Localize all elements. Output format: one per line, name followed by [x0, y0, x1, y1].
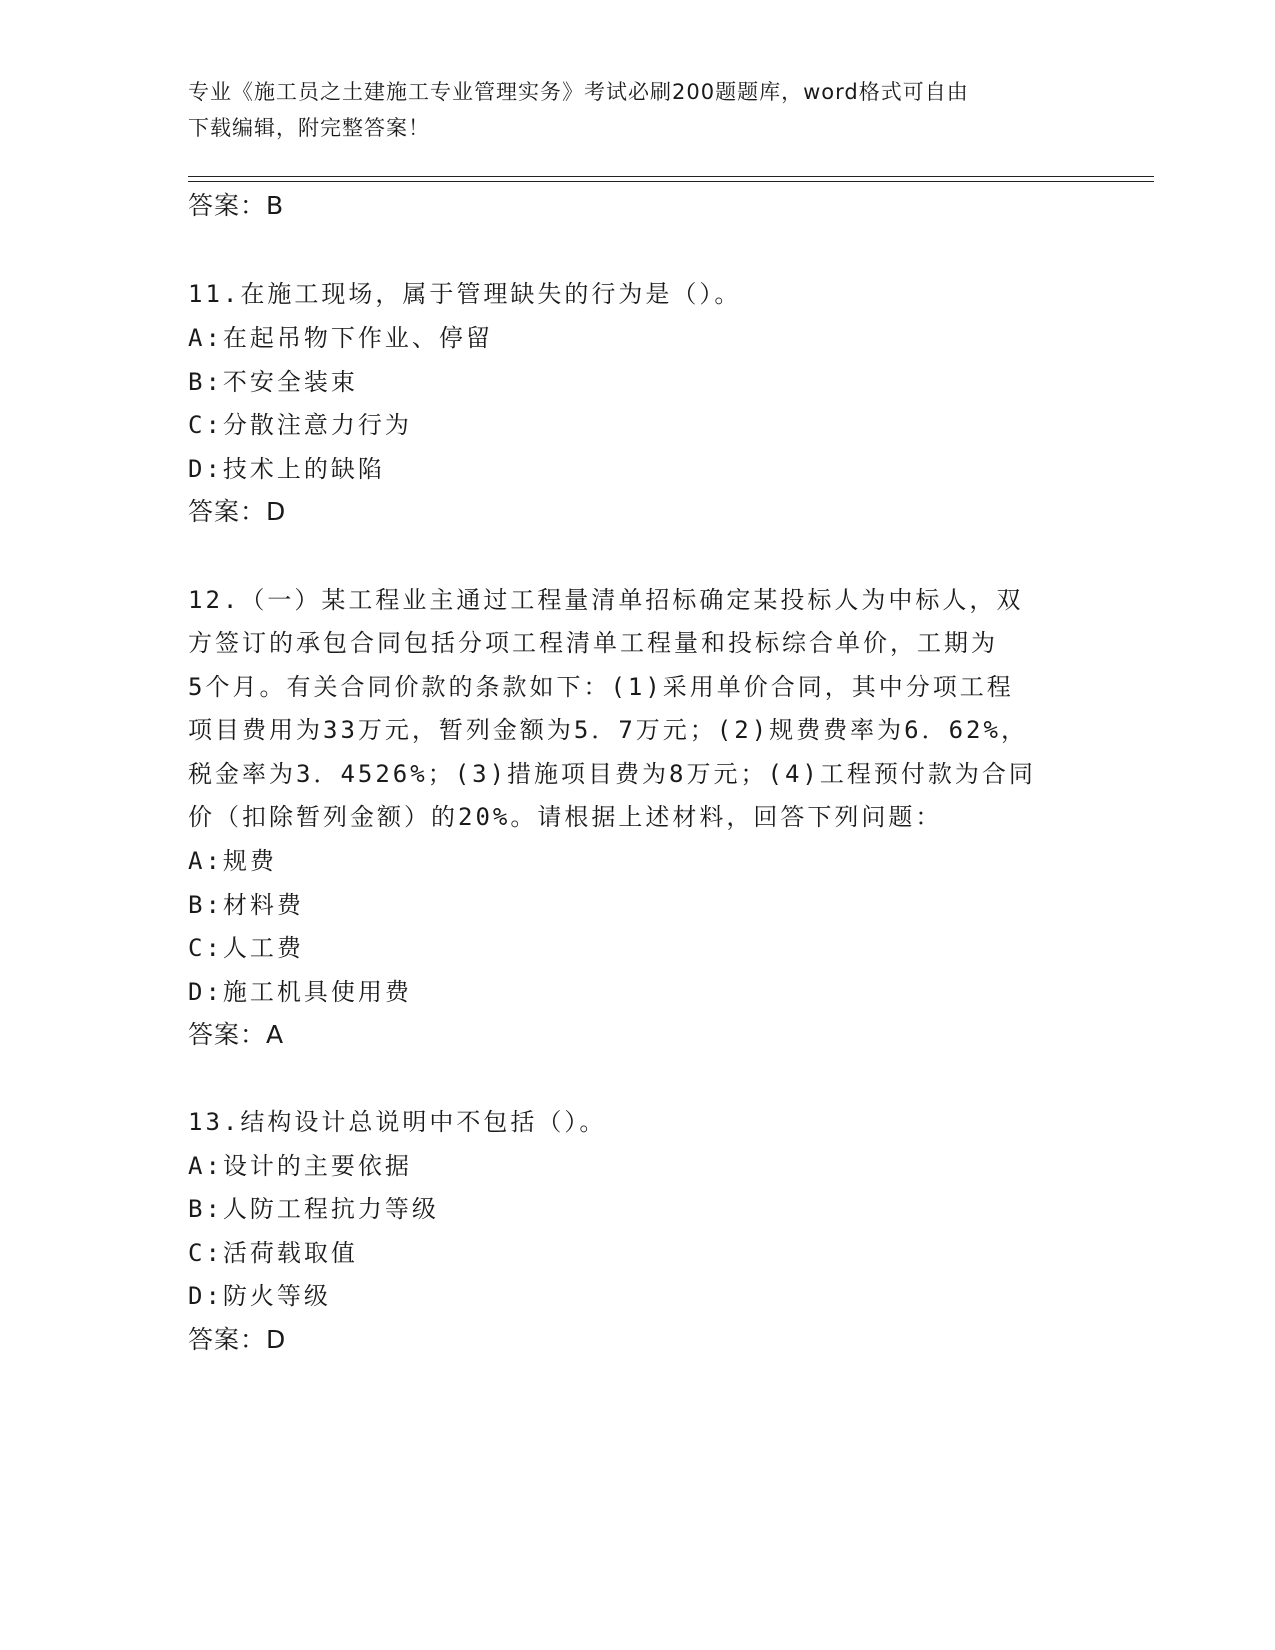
header-rule-top — [188, 176, 1154, 177]
option-c: C:人工费 — [188, 934, 304, 962]
option-d: D:技术上的缺陷 — [188, 455, 385, 483]
option-a: A:规费 — [188, 847, 277, 875]
answer-line: 答案：D — [188, 497, 287, 526]
answer-line: 答案：B — [188, 191, 285, 220]
document-header — [188, 74, 1068, 146]
question-stem-line: 12.（一）某工程业主通过工程量清单招标确定某投标人为中标人，双 — [188, 586, 1024, 614]
question-stem-line: 税金率为3．4526%；(3)措施项目费为8万元；(4)工程预付款为合同 — [188, 760, 1036, 788]
option-a: A:设计的主要依据 — [188, 1152, 412, 1180]
option-b: B:不安全装束 — [188, 368, 358, 396]
option-c: C:活荷载取值 — [188, 1239, 358, 1267]
question-stem-line: 5个月。有关合同价款的条款如下：(1)采用单价合同，其中分项工程 — [188, 673, 1014, 701]
answer-line: 答案：A — [188, 1020, 285, 1049]
question-stem-line: 方签订的承包合同包括分项工程清单工程量和投标综合单价，工期为 — [188, 629, 998, 657]
question-stem-line: 13.结构设计总说明中不包括（）。 — [188, 1108, 607, 1136]
header-rule-bottom — [188, 181, 1154, 182]
header-line-2: 下载编辑，附完整答案！ — [188, 116, 430, 140]
option-b: B:材料费 — [188, 891, 304, 919]
question-stem-line: 11.在施工现场，属于管理缺失的行为是（）。 — [188, 280, 742, 308]
question-stem-line: 价（扣除暂列金额）的20%。请根据上述材料，回答下列问题： — [188, 803, 943, 831]
option-d: D:防火等级 — [188, 1282, 331, 1310]
option-b: B:人防工程抗力等级 — [188, 1195, 439, 1223]
option-a: A:在起吊物下作业、停留 — [188, 324, 493, 352]
option-c: C:分散注意力行为 — [188, 411, 412, 439]
answer-line: 答案：D — [188, 1325, 287, 1354]
header-line-1: 专业《施工员之土建施工专业管理实务》考试必刷200题题库，word格式可自由 — [188, 80, 969, 104]
question-stem-line: 项目费用为33万元，暂列金额为5．7万元；(2)规费费率为6．62%， — [188, 716, 1028, 744]
option-d: D:施工机具使用费 — [188, 978, 412, 1006]
